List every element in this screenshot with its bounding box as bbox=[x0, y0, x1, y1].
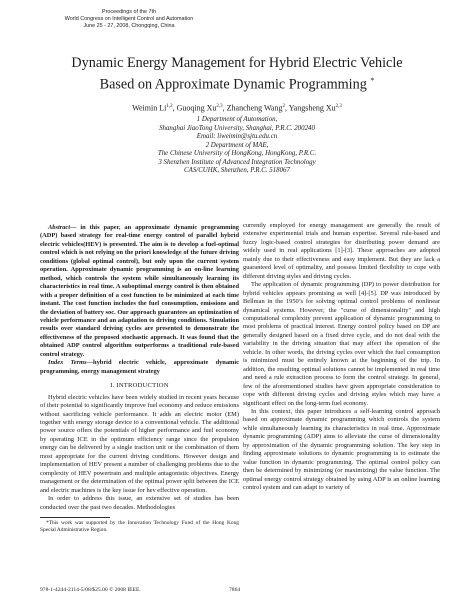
right-paragraph-2: The application of dynamic programming (DP) to power distribution for hybrid vehicles appears promising as well [4]-[5]. DP was introduced by Bellman in the 1950’s for solving optimal control problems of nonlinear dynamical systems. However, the "curse of dimensionality" and high computational complexity prevent application of dynamic programming to most problems of practical interest. Energy control policy based on DP are generally designed based on a fixed drive cycle, and do not deal with the variability in the driving situation that may affect the operation of the vehicle. In other words, the driving cycles over which the fuel consumption is minimized must be entirely known at the beginning of the trip. In addition, the resulting optimal solutions cannot be implemented in real time and need a rule extraction process to form the control strategy. In general, few of the aforementioned studies have given appropriate consideration to cope with different driving cycles and driving styles which may have a significant effect on the long-term fuel economy. bbox=[243, 281, 440, 407]
index-terms-text: —hybrid electric vehicle, approximate dynamic programming, energy management strategy bbox=[40, 359, 239, 375]
intro-paragraph-2: In order to address this issue, an extensive set of studies has been conducted over the past two decades. Methodologies bbox=[40, 495, 239, 511]
proceedings-line-1: Proceedings of the 7th bbox=[102, 9, 156, 15]
author-list: Weimin Li$^{1,2}$, Guoqing Xu$^{2,3}$, Zhancheng Wang$^2$, Yangsheng Xu$^{2,3}$ bbox=[132, 103, 342, 113]
author-affil-sup: 2,3 bbox=[216, 104, 223, 109]
index-terms bbox=[40, 359, 239, 376]
proceedings-header bbox=[54, 9, 204, 30]
title-line-2 bbox=[20, 72, 454, 94]
footnote-divider bbox=[40, 517, 110, 518]
author-affil-sup: 1,2 bbox=[166, 104, 173, 109]
index-terms-lead: Index Terms bbox=[48, 359, 87, 367]
proceedings-line-2: World Congress on Intelligent Control and Automation bbox=[64, 16, 194, 22]
footnote: *This work was supported by the Innovation Technology Fund of the Hong Kong Special Administrative Region. bbox=[40, 519, 239, 533]
author-name: Guoqing Xu bbox=[176, 103, 217, 113]
affiliation-email: Email: liweimin@sjtu.edu.cn bbox=[196, 133, 278, 140]
left-column bbox=[40, 224, 239, 534]
affiliation-line: CAS/CUHK, Shenzhen, P.R.C. 518067 bbox=[184, 167, 290, 174]
title-footnote-mark: * bbox=[370, 76, 375, 85]
abstract-lead: Abstract bbox=[48, 224, 71, 231]
abstract bbox=[40, 224, 239, 359]
author-name: Weimin Li bbox=[132, 103, 167, 113]
affiliation-line: 1 Department of Automation, bbox=[196, 116, 278, 123]
page-number: 7864 bbox=[229, 587, 241, 593]
affiliations bbox=[20, 116, 454, 176]
author-affil-sup: 2,3 bbox=[335, 104, 342, 109]
paper-title bbox=[20, 55, 454, 94]
section-heading-introduction: I. INTRODUCTION bbox=[110, 382, 169, 390]
affiliation-line: The Chinese University of HongKong, HongKong, P.R.C. bbox=[157, 150, 317, 157]
right-column bbox=[243, 222, 440, 493]
affiliation-line: 2 Department of MAE, bbox=[205, 141, 269, 149]
copyright-footer: 978-1-4244-2114-5/08/$25.00 © 2008 IEEE. bbox=[40, 587, 141, 593]
title-line-1: Dynamic Energy Management for Hybrid Electric Vehicle bbox=[71, 55, 403, 71]
title-line-2-text: Based on Approximate Dynamic Programming bbox=[99, 76, 367, 93]
intro-paragraph-1: Hybrid electric vehicles have been widely studied in recent years because of their potential to significantly improve fuel economy and reduce emissions without sacrificing vehicle performance. It adds an electric motor (EM) together with energy storage device to a conventional vehicle. The additional power source offers the potentials of higher performance and fuel economy by operating ICE in the optimum efficiency range since the propulsion energy can be delivered by a single traction unit or the combination of them most appropriate for the current driving conditions. However design and implementation of HEV present a number of challenging problems due to the complexity of HEV powertrain and multiple antagonistic objectives. Energy management or the determination of the optimal power split between the ICE and electric machines is the key issue for hev effective operation. bbox=[40, 393, 239, 494]
right-paragraph-3: In this context, this paper introduces a self-learning control approach based on approximate dynamic programming which controls the system while simultaneously learning its characteristics in real time. Approximate dynamic programming (ADP) aims to alleviate the curse of dimensionality by approximation of the dynamic programming solution. The key step in finding approximate solutions to dynamic programming is to estimate the value function in dynamic programming. The optimal control policy can then be determined by minimizing (or maximizing) the value function. The optimal energy control strategy obtained by using ADP is an online learning control system and can adapt to variety of bbox=[243, 407, 440, 492]
author-name: Yangsheng Xu bbox=[288, 103, 336, 113]
affiliation-line: 3 Shenzhen Institute of Advanced Integration Technology bbox=[158, 158, 316, 166]
author-name: Zhancheng Wang bbox=[226, 103, 283, 113]
proceedings-line-3: June 25 - 27, 2008, Chongqing, China bbox=[83, 23, 175, 29]
right-paragraph-1: currently employed for energy management are generally the result of extensive experimental trials and human expertise. Several rule-based and fuzzy logic-based control strategies for distributing power demand are widely used in real applications [1]-[3]. These approaches are adopted mainly due to their effectiveness and easy implement. But they are lack a guaranteed level of optimality, and possess limited flexibility to cope with different driving styles and driving cycles. bbox=[243, 222, 440, 280]
author-affil-sup: 2 bbox=[282, 104, 285, 109]
abstract-text: — in this paper, an approximate dynamic programming (ADP) based strategy for real-time energy control of parallel hybrid electric vehicles(HEV) is presented. The aim is to develop a fuel-optimal control which is not relying on the priori knowledge of the future driving conditions (global optimal control), but only upon the current system operation. Approximate dynamic programming is an on-line learning method, which controls the system while simultaneously learning its characteristics in real time. A suboptimal energy control is then obtained with a proper definition of a cost function to be minimized at each time instant. The cost function includes the fuel consumption, emissions and the deviation of battery soc. Our approach guarantees an optimization of vehicle performance and an adaptation to driving conditions. Simulation results over standard driving cycles are presented to demonstrate the effectiveness of the proposed stochastic approach. It was found that the obtained ADP control algorithm outperforms a traditional rule-based control strategy. bbox=[40, 224, 239, 358]
affiliation-line: Shanghai JiaoTong University, Shanghai, P.R.C. 200240 bbox=[159, 124, 315, 132]
